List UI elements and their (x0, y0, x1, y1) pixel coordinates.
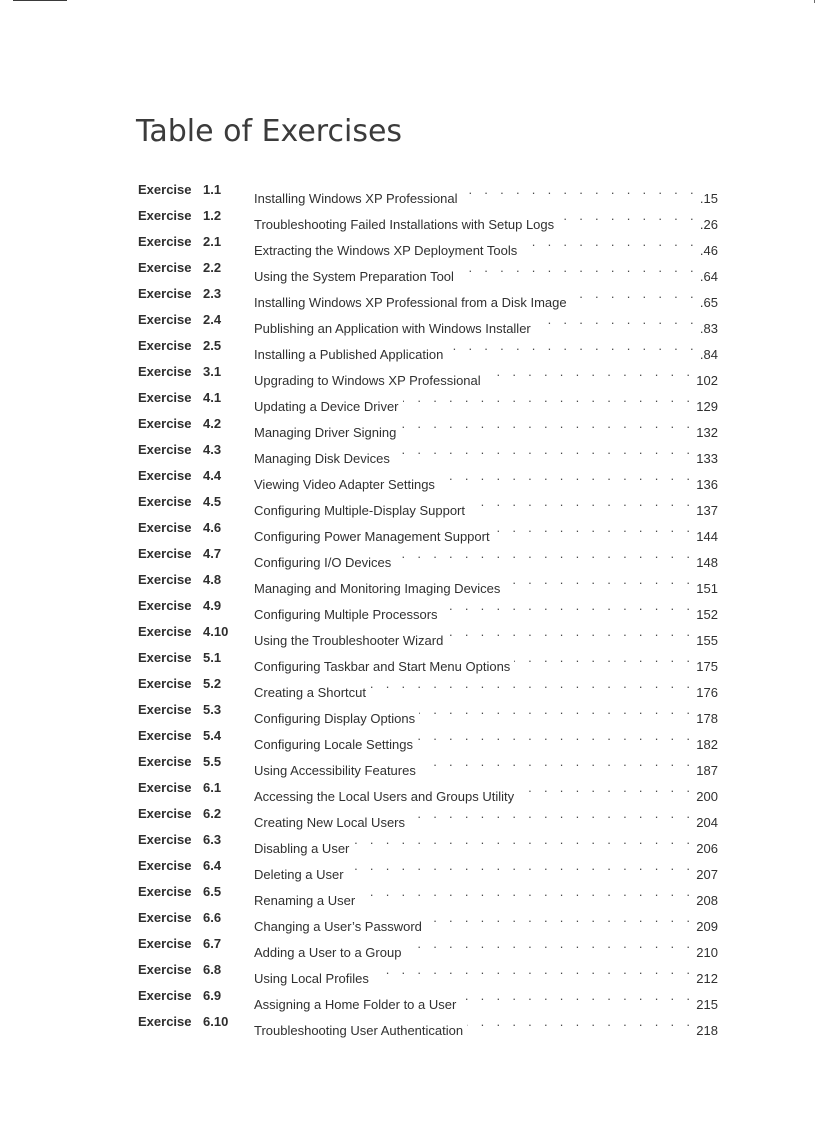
exercise-page-number[interactable]: 155 (696, 633, 718, 648)
exercise-label: Exercise (138, 676, 192, 691)
exercise-entry (254, 1009, 718, 1044)
exercise-title[interactable]: Configuring I/O Devices (254, 555, 392, 570)
exercise-number: 4.2 (203, 416, 222, 431)
exercise-page-number[interactable]: .83 (699, 321, 718, 336)
exercise-title[interactable]: Creating a Shortcut (254, 685, 367, 700)
exercise-title[interactable]: Using Accessibility Features (254, 763, 416, 778)
exercise-page-number[interactable]: 136 (696, 477, 718, 492)
dot-leader (467, 1009, 694, 1035)
exercise-number: 2.3 (203, 286, 222, 301)
exercise-page-number[interactable]: 212 (696, 971, 718, 986)
exercise-number: 6.6 (203, 910, 222, 925)
exercise-page-number[interactable]: 209 (696, 919, 718, 934)
exercise-number: 6.1 (203, 780, 222, 795)
exercise-number: 6.7 (203, 936, 222, 951)
exercise-number: 5.2 (203, 676, 222, 691)
exercise-page-number[interactable]: .64 (699, 269, 718, 284)
exercise-number: 2.1 (203, 234, 222, 249)
exercise-row[interactable] (138, 619, 718, 648)
exercise-number: 5.4 (203, 728, 222, 743)
exercise-row[interactable] (138, 229, 718, 258)
exercise-number: 6.2 (203, 806, 222, 821)
exercise-title[interactable]: Deleting a User (254, 867, 344, 882)
exercise-row[interactable] (138, 671, 718, 700)
exercise-title[interactable]: Managing Driver Signing (254, 425, 397, 440)
exercise-title[interactable]: Configuring Taskbar and Start Menu Options (254, 659, 511, 674)
exercise-label: Exercise (138, 936, 192, 951)
exercise-number: 4.6 (203, 520, 222, 535)
exercise-label: Exercise (138, 754, 192, 769)
dot-leader (514, 645, 694, 671)
dot-leader (485, 359, 695, 385)
exercise-title[interactable]: Configuring Power Management Support (254, 529, 490, 544)
exercise-label: Exercise (138, 962, 192, 977)
exercise-label: Exercise (138, 572, 192, 587)
exercise-page-number[interactable]: 178 (696, 711, 718, 726)
dot-leader (394, 437, 694, 463)
exercise-number: 4.1 (203, 390, 222, 405)
exercise-label: Exercise (138, 338, 192, 353)
exercise-title[interactable]: Using the System Preparation Tool (254, 269, 454, 284)
exercise-number: 6.5 (203, 884, 222, 899)
exercise-page-number[interactable]: 210 (696, 945, 718, 960)
exercise-page-number[interactable]: 175 (696, 659, 718, 674)
exercise-number: 4.5 (203, 494, 222, 509)
exercise-title[interactable]: Updating a Device Driver (254, 399, 399, 414)
exercise-page-number[interactable]: 133 (696, 451, 718, 466)
dot-leader (494, 515, 695, 541)
exercise-row[interactable] (138, 983, 718, 1012)
exercise-page-number[interactable]: 187 (696, 763, 718, 778)
exercise-row[interactable] (138, 255, 718, 284)
exercise-list (138, 177, 718, 1038)
exercise-page-number[interactable]: 102 (696, 373, 718, 388)
dot-leader (395, 541, 694, 567)
exercise-label: Exercise (138, 286, 192, 301)
exercise-title[interactable]: Installing Windows XP Professional from a Disk Image (254, 295, 567, 310)
exercise-label: Exercise (138, 858, 192, 873)
exercise-label: Exercise (138, 234, 192, 249)
exercise-number: 4.3 (203, 442, 222, 457)
dot-leader (442, 593, 695, 619)
exercise-row[interactable] (138, 879, 718, 908)
dot-leader (521, 229, 698, 255)
exercise-row[interactable] (138, 775, 718, 804)
exercise-title[interactable]: Disabling a User (254, 841, 350, 856)
exercise-number: 4.7 (203, 546, 222, 561)
exercise-page-number[interactable]: .46 (699, 243, 718, 258)
exercise-label: Exercise (138, 390, 192, 405)
exercise-row[interactable] (138, 463, 718, 492)
dot-leader (558, 203, 698, 229)
page-corner-rule (13, 0, 67, 1)
exercise-row[interactable] (138, 645, 718, 674)
exercise-number: 6.10 (203, 1014, 229, 1029)
exercise-page-number[interactable]: 207 (696, 867, 718, 882)
exercise-title[interactable]: Managing Disk Devices (254, 451, 390, 466)
exercise-row[interactable] (138, 749, 718, 778)
exercise-row[interactable] (138, 697, 718, 726)
exercise-label: Exercise (138, 416, 192, 431)
exercise-title[interactable]: Upgrading to Windows XP Professional (254, 373, 481, 388)
dot-leader (417, 723, 694, 749)
dot-leader (460, 983, 694, 1009)
exercise-label: Exercise (138, 910, 192, 925)
exercise-label: Exercise (138, 728, 192, 743)
dot-leader (405, 931, 694, 957)
exercise-row[interactable] (138, 541, 718, 570)
exercise-title[interactable]: Using the Troubleshooter Wizard (254, 633, 444, 648)
exercise-title[interactable]: Troubleshooting Failed Installations with Setup Logs (254, 217, 555, 232)
dot-leader (469, 489, 694, 515)
dot-leader (400, 411, 694, 437)
exercise-page-number[interactable]: 148 (696, 555, 718, 570)
exercise-page-number[interactable]: 206 (696, 841, 718, 856)
exercise-title[interactable]: Assigning a Home Folder to a User (254, 997, 457, 1012)
exercise-page-number[interactable]: 204 (696, 815, 718, 830)
exercise-row[interactable] (138, 593, 718, 622)
dot-leader (409, 801, 694, 827)
dot-leader (370, 671, 694, 697)
exercise-number: 5.3 (203, 702, 222, 717)
exercise-page-number[interactable]: 137 (696, 503, 718, 518)
dot-leader (419, 697, 694, 723)
exercise-title[interactable]: Configuring Display Options (254, 711, 416, 726)
dot-leader (458, 255, 698, 281)
exercise-label: Exercise (138, 520, 192, 535)
exercise-number: 4.4 (203, 468, 222, 483)
exercise-page-number[interactable]: .65 (699, 295, 718, 310)
dot-leader (447, 619, 694, 645)
exercise-title[interactable]: Changing a User’s Password (254, 919, 422, 934)
dot-leader (535, 307, 698, 333)
exercise-title[interactable]: Troubleshooting User Authentication (254, 1023, 464, 1038)
exercise-title[interactable]: Configuring Multiple Processors (254, 607, 438, 622)
exercise-label: Exercise (138, 1014, 192, 1029)
exercise-number: 4.9 (203, 598, 222, 613)
dot-leader (420, 749, 694, 775)
exercise-title[interactable]: Installing a Published Application (254, 347, 444, 362)
exercise-row[interactable] (138, 801, 718, 830)
exercise-row[interactable] (138, 411, 718, 440)
exercise-label: Exercise (138, 260, 192, 275)
exercise-row[interactable] (138, 359, 718, 388)
exercise-page-number[interactable]: 215 (696, 997, 718, 1012)
exercise-page-number[interactable]: 218 (696, 1023, 718, 1038)
dot-leader (462, 177, 698, 203)
exercise-page-number[interactable]: 200 (696, 789, 718, 804)
exercise-title[interactable]: Creating New Local Users (254, 815, 406, 830)
exercise-title[interactable]: Adding a User to a Group (254, 945, 402, 960)
exercise-page-number[interactable]: .15 (699, 191, 718, 206)
exercise-row[interactable] (138, 333, 718, 362)
exercise-number: 6.8 (203, 962, 222, 977)
exercise-title[interactable]: Viewing Video Adapter Settings (254, 477, 435, 492)
exercise-label: Exercise (138, 780, 192, 795)
exercise-label: Exercise (138, 546, 192, 561)
exercise-row[interactable] (138, 957, 718, 986)
exercise-page-number[interactable]: 176 (696, 685, 718, 700)
exercise-row[interactable] (138, 307, 718, 336)
exercise-page-number[interactable]: 129 (696, 399, 718, 414)
exercise-label: Exercise (138, 832, 192, 847)
dot-leader (403, 385, 695, 411)
exercise-page-number[interactable]: .26 (699, 217, 718, 232)
exercise-number: 3.1 (203, 364, 222, 379)
dot-leader (504, 567, 694, 593)
exercise-label: Exercise (138, 624, 192, 639)
exercise-number: 1.2 (203, 208, 222, 223)
exercise-page-number[interactable]: 151 (696, 581, 718, 596)
dot-leader (348, 853, 695, 879)
exercise-row[interactable] (138, 905, 718, 934)
exercise-page-number[interactable]: 152 (696, 607, 718, 622)
exercise-number: 2.2 (203, 260, 222, 275)
exercise-number: 6.4 (203, 858, 222, 873)
exercise-row[interactable] (138, 203, 718, 232)
exercise-page-number[interactable]: .84 (699, 347, 718, 362)
exercise-title[interactable]: Publishing an Application with Windows Installer (254, 321, 531, 336)
exercise-label: Exercise (138, 702, 192, 717)
page-title: Table of Exercises (136, 114, 403, 149)
exercise-page-number[interactable]: 132 (696, 425, 718, 440)
exercise-number: 2.4 (203, 312, 222, 327)
exercise-row[interactable] (138, 853, 718, 882)
exercise-title[interactable]: Renaming a User (254, 893, 356, 908)
exercise-page-number[interactable]: 208 (696, 893, 718, 908)
exercise-row[interactable] (138, 489, 718, 518)
exercise-row[interactable] (138, 567, 718, 596)
exercise-label: Exercise (138, 208, 192, 223)
exercise-label: Exercise (138, 806, 192, 821)
exercise-row[interactable] (138, 931, 718, 960)
exercise-title[interactable]: Accessing the Local Users and Groups Utility (254, 789, 515, 804)
exercise-title[interactable]: Configuring Locale Settings (254, 737, 413, 752)
exercise-number: 6.3 (203, 832, 222, 847)
dot-leader (518, 775, 694, 801)
dot-leader (447, 333, 698, 359)
exercise-title[interactable]: Managing and Monitoring Imaging Devices (254, 581, 501, 596)
exercise-label: Exercise (138, 598, 192, 613)
exercise-number: 4.10 (203, 624, 229, 639)
exercise-label: Exercise (138, 182, 192, 197)
exercise-page-number[interactable]: 182 (696, 737, 718, 752)
exercise-label: Exercise (138, 988, 192, 1003)
exercise-number: 5.5 (203, 754, 222, 769)
exercise-row[interactable] (138, 281, 718, 310)
exercise-label: Exercise (138, 884, 192, 899)
exercise-number: 5.1 (203, 650, 222, 665)
exercise-label: Exercise (138, 494, 192, 509)
exercise-title[interactable]: Installing Windows XP Professional (254, 191, 458, 206)
exercise-label: Exercise (138, 442, 192, 457)
exercise-page-number[interactable]: 144 (696, 529, 718, 544)
exercise-label: Exercise (138, 650, 192, 665)
exercise-row[interactable] (138, 723, 718, 752)
exercise-title[interactable]: Extracting the Windows XP Deployment Tools (254, 243, 518, 258)
exercise-title[interactable]: Configuring Multiple-Display Support (254, 503, 465, 518)
dot-leader (571, 281, 698, 307)
dot-leader (353, 827, 694, 853)
exercise-row[interactable] (138, 385, 718, 414)
exercise-label: Exercise (138, 312, 192, 327)
exercise-number: 1.1 (203, 182, 222, 197)
exercise-row[interactable] (138, 177, 718, 206)
exercise-row[interactable] (138, 827, 718, 856)
dot-leader (373, 957, 694, 983)
exercise-number: 6.9 (203, 988, 222, 1003)
exercise-number: 4.8 (203, 572, 222, 587)
exercise-label: Exercise (138, 468, 192, 483)
exercise-row[interactable] (138, 1009, 718, 1038)
exercise-label: Exercise (138, 364, 192, 379)
exercise-row[interactable] (138, 515, 718, 544)
exercise-number: 2.5 (203, 338, 222, 353)
dot-leader (439, 463, 694, 489)
exercise-title[interactable]: Using Local Profiles (254, 971, 369, 986)
dot-leader (359, 879, 694, 905)
exercise-row[interactable] (138, 437, 718, 466)
page-corner-tick (814, 0, 815, 3)
dot-leader (426, 905, 694, 931)
